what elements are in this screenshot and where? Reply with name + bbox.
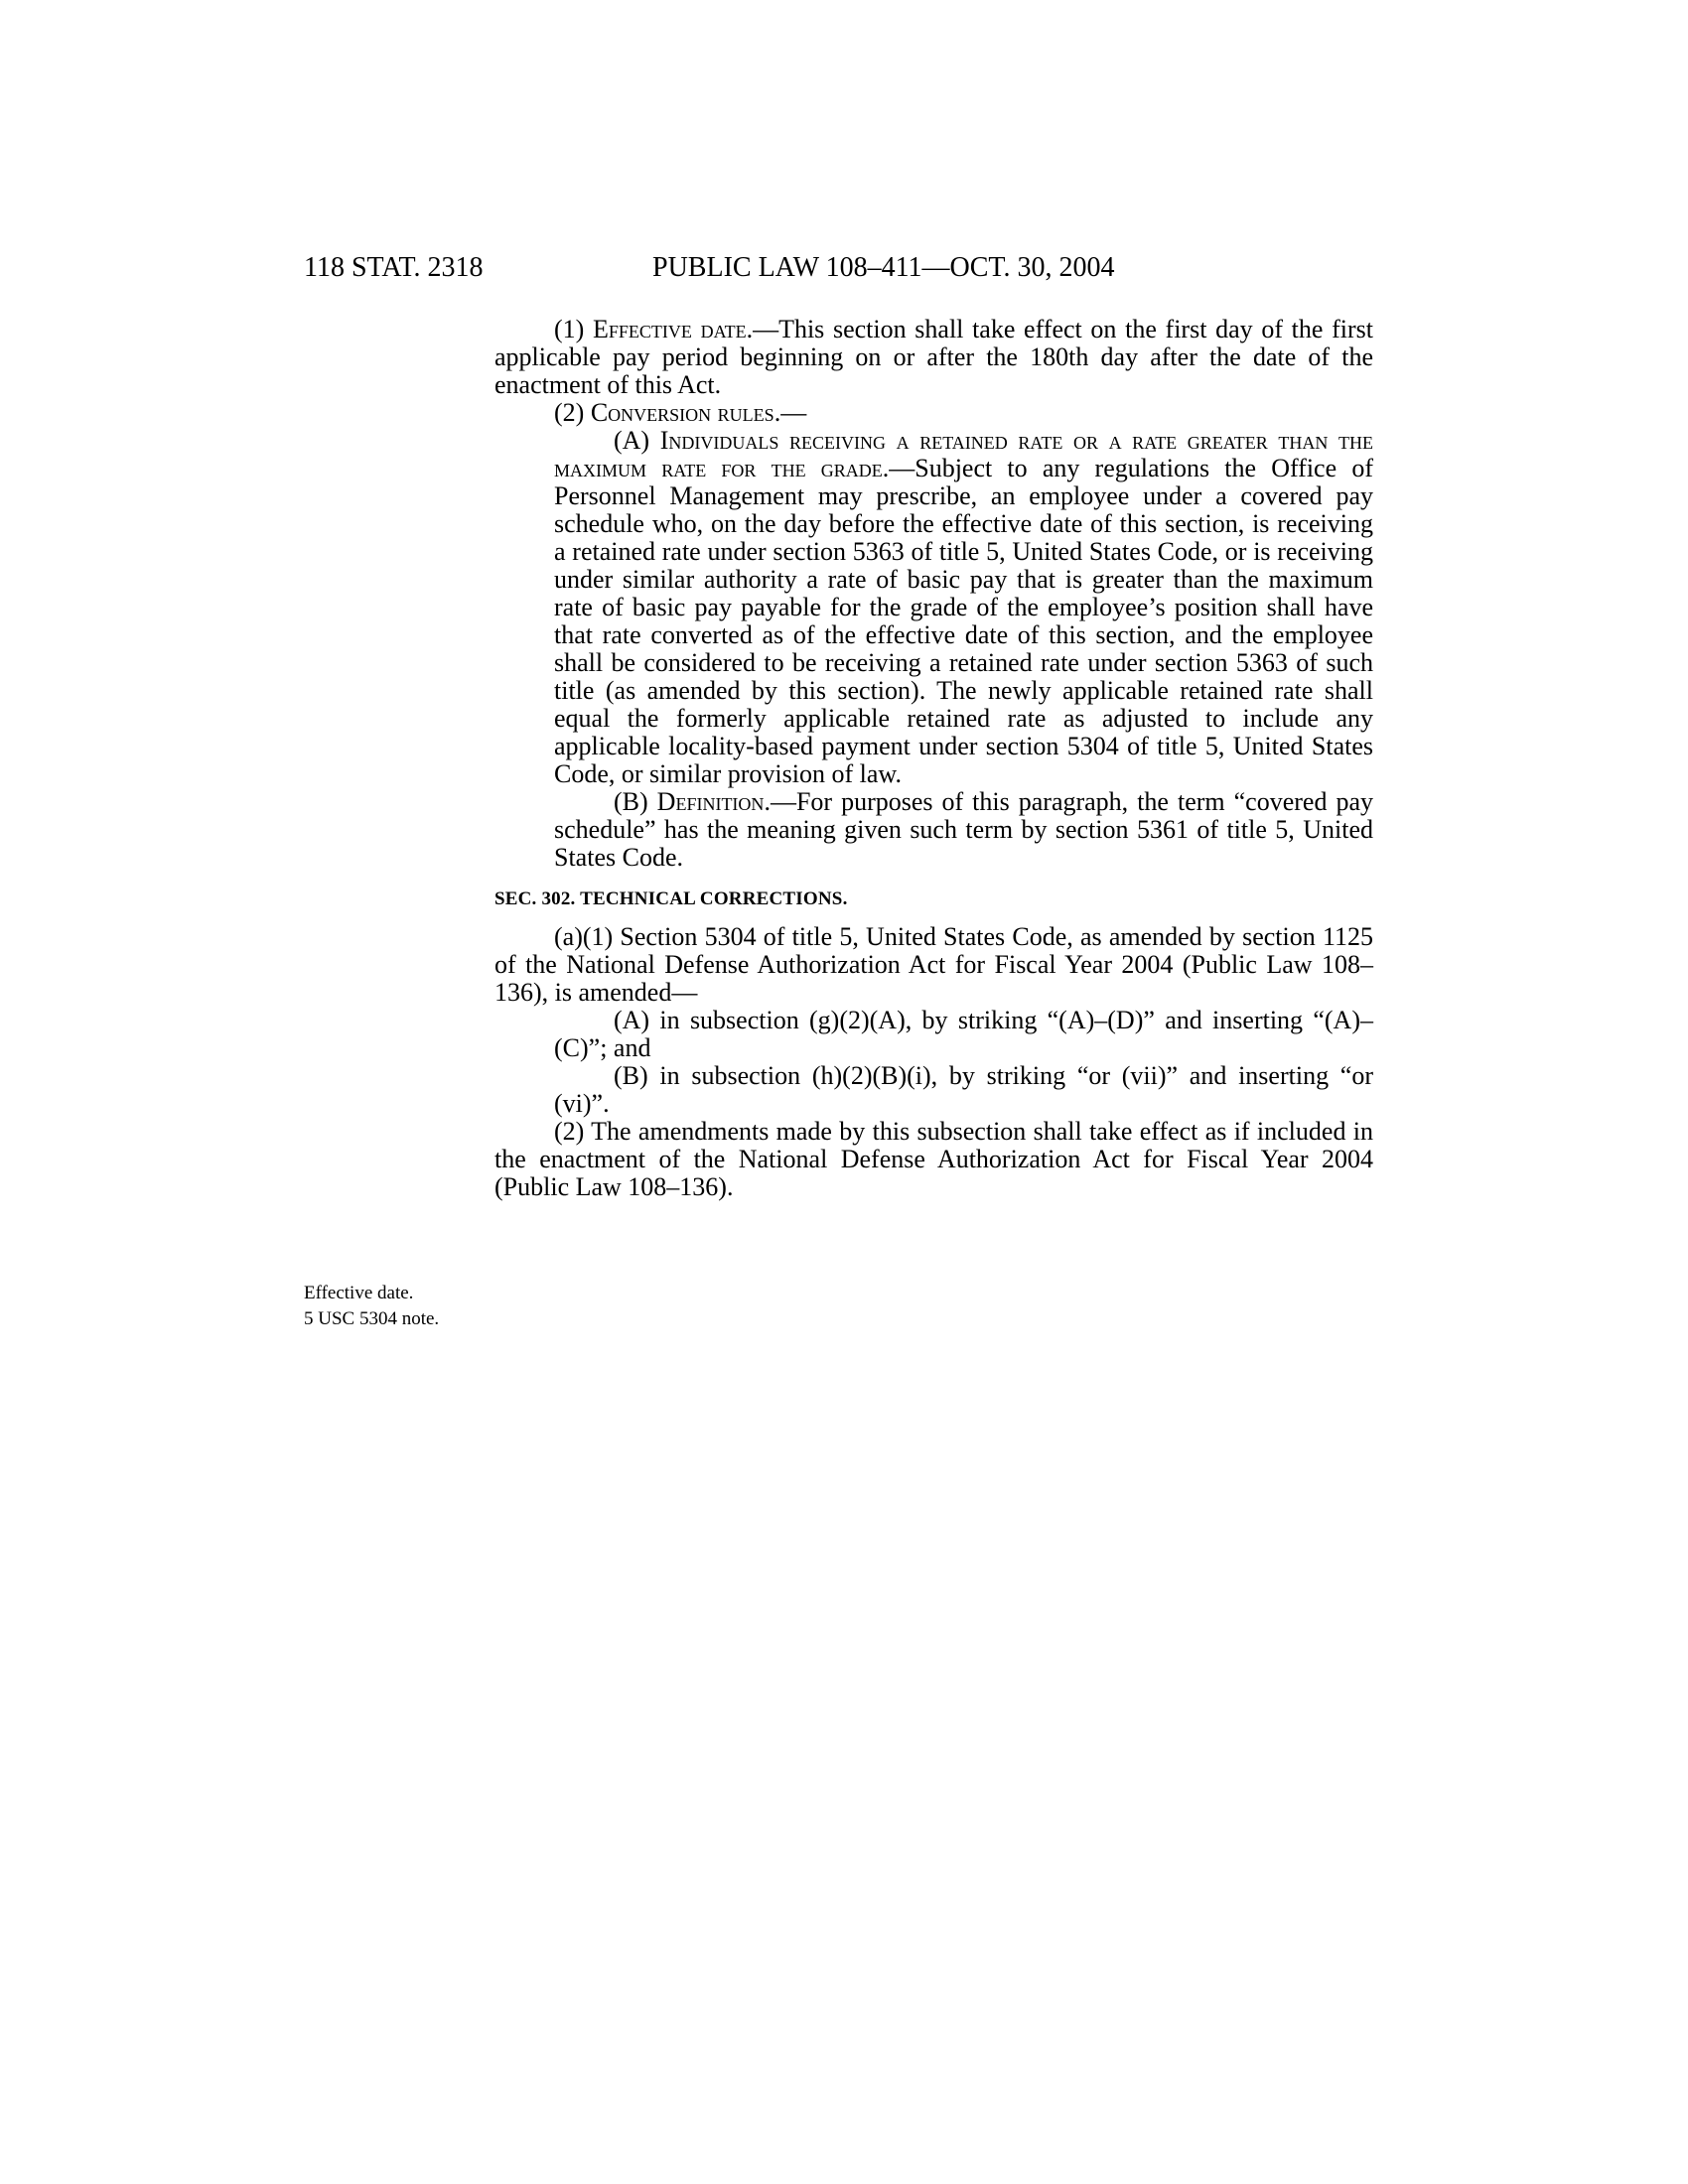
margin-note-effective-date: Effective date. bbox=[304, 1283, 414, 1303]
document-body bbox=[494, 316, 1373, 1201]
paragraph-1-heading: Effective date bbox=[593, 315, 747, 343]
subparagraph-b-heading: Definition bbox=[656, 787, 765, 816]
subparagraph-b: (B) Definition.—For purposes of this paragraph, the term “covered pay schedule” has the meaning given such term by section 5361 of title 5, United States Code. bbox=[554, 787, 1373, 872]
section-a1-clause-a: (A) in subsection (g)(2)(A), by striking “(A)–(D)” and inserting “(A)–(C)”; and bbox=[554, 1006, 1373, 1062]
page-header bbox=[304, 248, 1372, 288]
section-a2: (2) The amendments made by this subsection shall take effect as if included in the enactment of the National Defense Authorization Act for Fiscal Year 2004 (Public Law 108–136). bbox=[494, 1117, 1373, 1201]
paragraph-2-conversion-rules: (2) Conversion rules.— bbox=[554, 398, 807, 427]
section-a1: (a)(1) Section 5304 of title 5, United States Code, as amended by section 1125 of the National Defense Authorization Act for Fiscal Year 2004 (Public Law 108–136), is amended— bbox=[494, 922, 1373, 1007]
section-heading: SEC. 302. TECHNICAL CORRECTIONS. bbox=[494, 888, 848, 909]
section-a1-clause-b: (B) in subsection (h)(2)(B)(i), by striking “or (vii)” and inserting “or (vi)”. bbox=[554, 1061, 1373, 1118]
page-title: PUBLIC LAW 108–411—OCT. 30, 2004 bbox=[652, 252, 1115, 283]
subparagraph-a-heading: Individuals receiving a retained rate or a rate greater than the maximum rate for the grade bbox=[554, 426, 1374, 482]
stat-citation: 118 STAT. 2318 bbox=[304, 252, 484, 283]
margin-note-usc-citation: 5 USC 5304 note. bbox=[304, 1308, 440, 1329]
subparagraph-group bbox=[494, 427, 1373, 872]
paragraph-1-effective-date: (1) Effective date.—This section shall take effect on the first day of the first applicable pay period beginning on or after the 180th day after the date of the enactment of this Act. bbox=[494, 315, 1373, 399]
subparagraph-a: (A) Individuals receiving a retained rate or a rate greater than the maximum rate for the grade.—Subject to any regulations the Office of Personnel Management may prescribe, an employee under a covered pay schedule who, on the day before the effective date of this section, is receiving a retained rate under section 5363 of title 5, United States Code, or is receiving under similar authority a rate of basic pay that is greater than the maximum rate of basic pay payable for the grade of the employee’s position shall have that rate converted as of the effective date of this section, and the employee shall be considered to be receiving a retained rate under section 5363 of such title (as amended by this section). The newly applicable retained rate shall equal the formerly applicable retained rate as adjusted to include any applicable locality-based payment under section 5304 of title 5, United States Code, or similar provision of law. bbox=[554, 426, 1374, 788]
paragraph-2-heading: Conversion rules bbox=[590, 398, 774, 427]
margin-note bbox=[304, 1281, 483, 1332]
